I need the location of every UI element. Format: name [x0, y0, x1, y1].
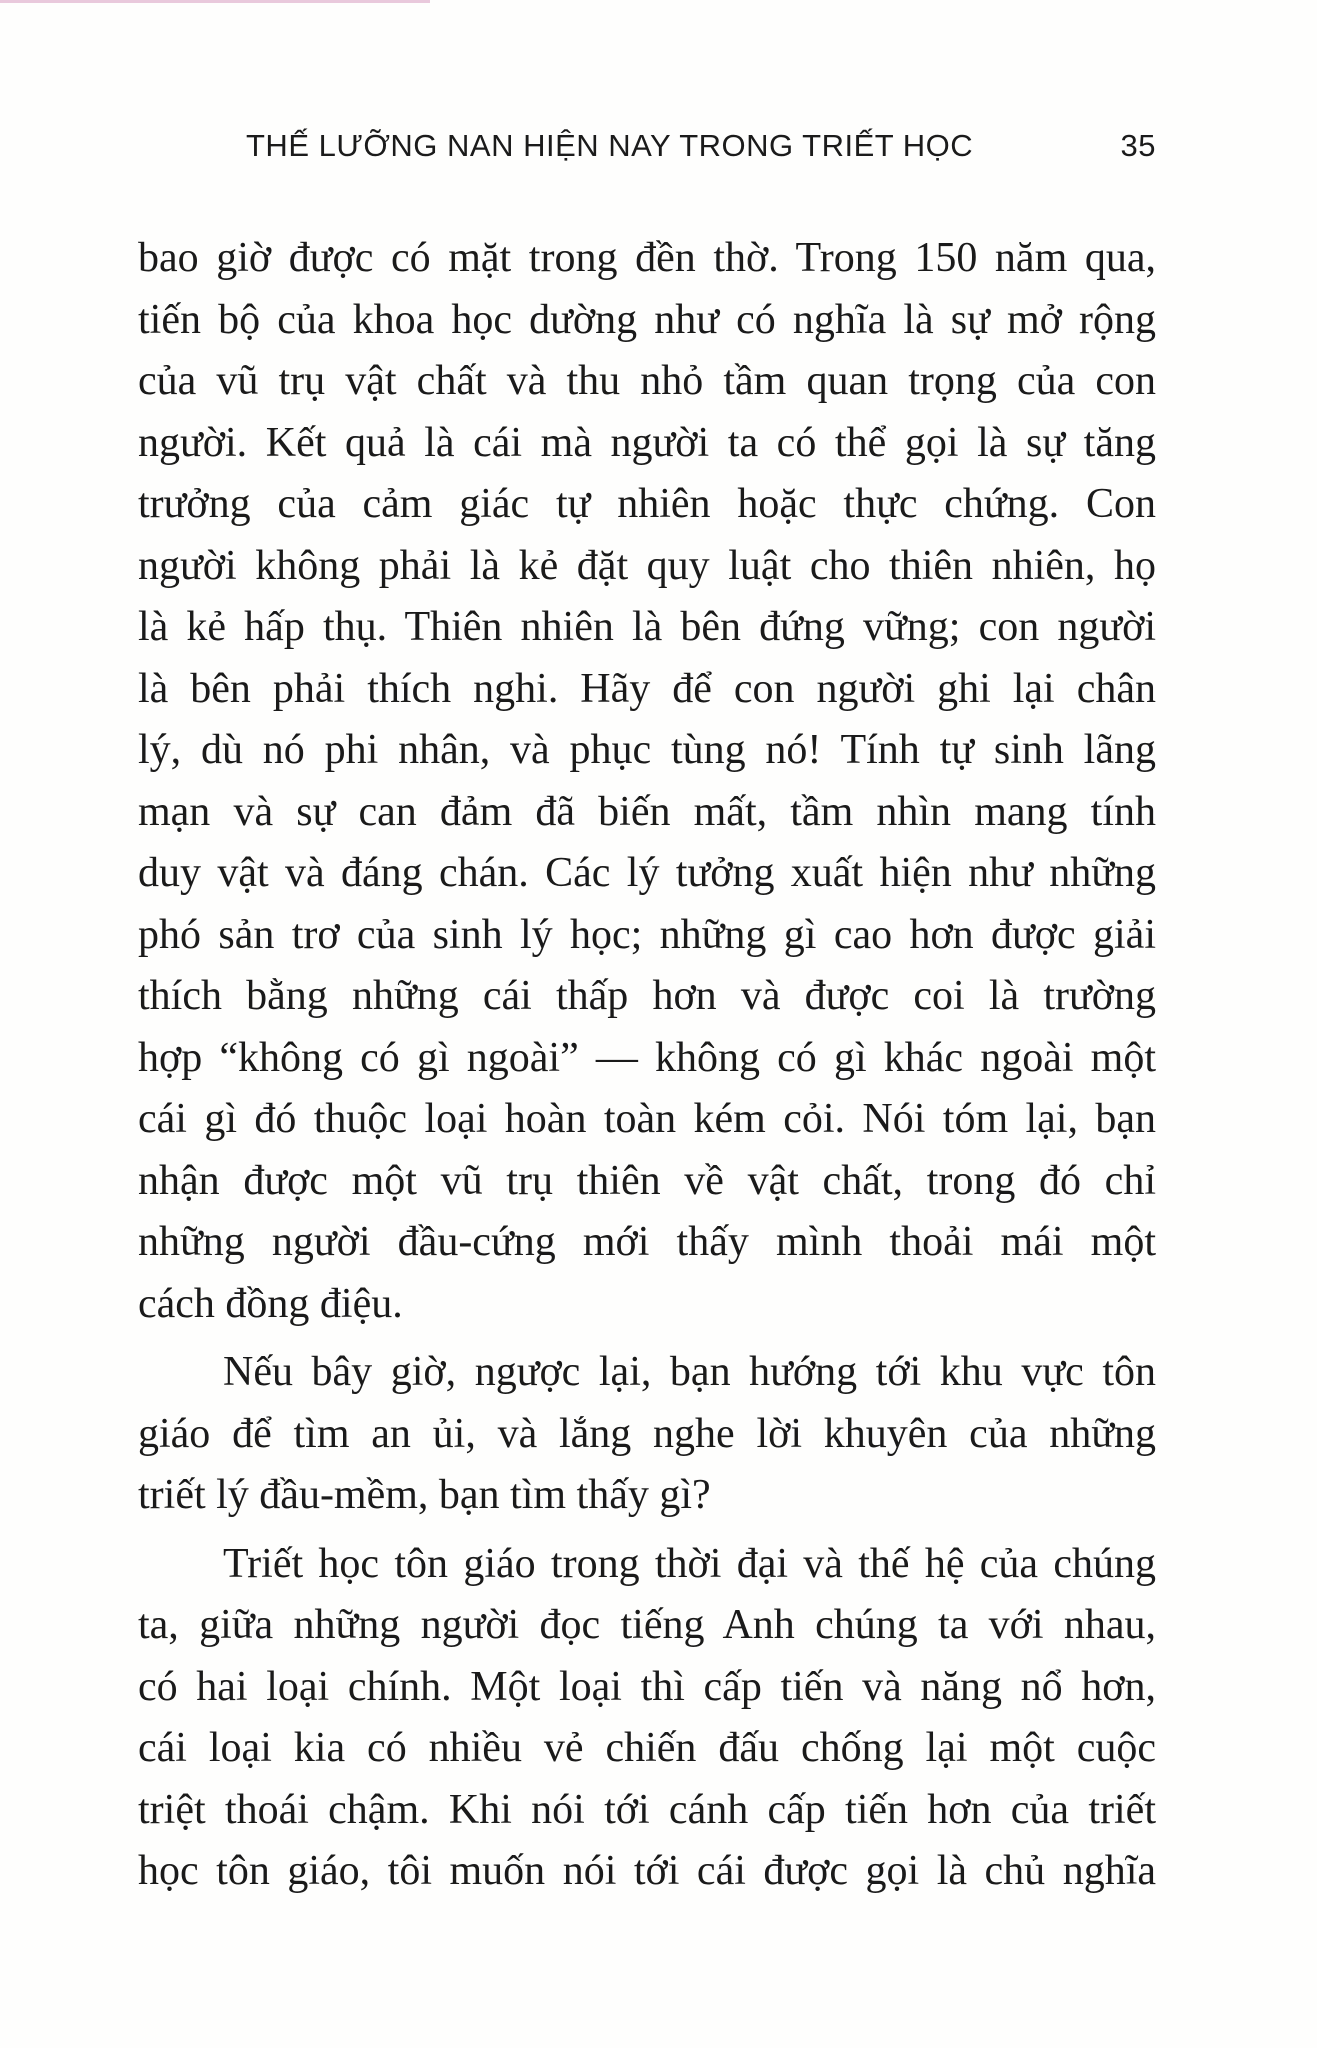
text-line: của vũ trụ vật chất và thu nhỏ tầm quan trọng của con	[138, 358, 1156, 404]
text-line: tiến bộ của khoa học dường như có nghĩa là sự mở rộng	[138, 296, 1156, 343]
text-line: trưởng của cảm giác tự nhiên hoặc thực chứng. Con	[138, 481, 1156, 527]
text-line: là bên phải thích nghi. Hãy để con người ghi lại chân	[138, 665, 1156, 712]
text-line: người không phải là kẻ đặt quy luật cho thiên nhiên, họ	[138, 542, 1156, 589]
text-line: duy vật và đáng chán. Các lý tưởng xuất hiện như những	[138, 850, 1156, 896]
running-head	[246, 128, 1156, 178]
text-line: Nếu bây giờ, ngược lại, bạn hướng tới khu vực tôn	[223, 1349, 1156, 1395]
text-line: bao giờ được có mặt trong đền thờ. Trong 150 năm qua,	[138, 235, 1156, 281]
text-line: ta, giữa những người đọc tiếng Anh chúng ta với nhau,	[138, 1602, 1156, 1648]
scan-edge-line	[0, 0, 430, 3]
text-line: thích bằng những cái thấp hơn và được coi là trường	[138, 973, 1156, 1019]
text-line: mạn và sự can đảm đã biến mất, tầm nhìn mang tính	[138, 788, 1156, 835]
text-line: hợp “không có gì ngoài” — không có gì khác ngoài một	[138, 1034, 1156, 1081]
text-line: có hai loại chính. Một loại thì cấp tiến và năng nổ hơn,	[138, 1663, 1156, 1710]
text-line: Triết học tôn giáo trong thời đại và thế hệ của chúng	[223, 1540, 1156, 1587]
text-line: nhận được một vũ trụ thiên về vật chất, trong đó chỉ	[138, 1157, 1156, 1204]
running-title: THẾ LƯỠNG NAN HIỆN NAY TRONG TRIẾT HỌC	[246, 128, 974, 163]
paragraph-2	[138, 1342, 1156, 1527]
text-line: là kẻ hấp thụ. Thiên nhiên là bên đứng vững; con người	[138, 604, 1156, 650]
page-number: 35	[1120, 128, 1156, 163]
text-line: triệt thoái chậm. Khi nói tới cánh cấp tiến hơn của triết	[138, 1786, 1156, 1833]
text-line: những người đầu-cứng mới thấy mình thoải mái một	[138, 1219, 1156, 1265]
text-line: triết lý đầu-mềm, bạn tìm thấy gì?	[138, 1472, 711, 1518]
text-line: học tôn giáo, tôi muốn nói tới cái được gọi là chủ nghĩa	[138, 1848, 1156, 1894]
text-line: phó sản trơ của sinh lý học; những gì cao hơn được giải	[138, 911, 1156, 958]
paragraph-1	[138, 228, 1156, 1335]
text-line: giáo để tìm an ủi, và lắng nghe lời khuyên của những	[138, 1410, 1156, 1457]
text-line: cái loại kia có nhiều vẻ chiến đấu chống lại một cuộc	[138, 1725, 1156, 1771]
body-text	[138, 228, 1156, 1903]
text-line: lý, dù nó phi nhân, và phục tùng nó! Tính tự sinh lãng	[138, 727, 1156, 773]
text-line: cách đồng điệu.	[138, 1280, 403, 1327]
text-line: người. Kết quả là cái mà người ta có thể gọi là sự tăng	[138, 419, 1156, 466]
paragraph-3	[138, 1534, 1156, 1903]
text-line: cái gì đó thuộc loại hoàn toàn kém cỏi. Nói tóm lại, bạn	[138, 1096, 1156, 1142]
